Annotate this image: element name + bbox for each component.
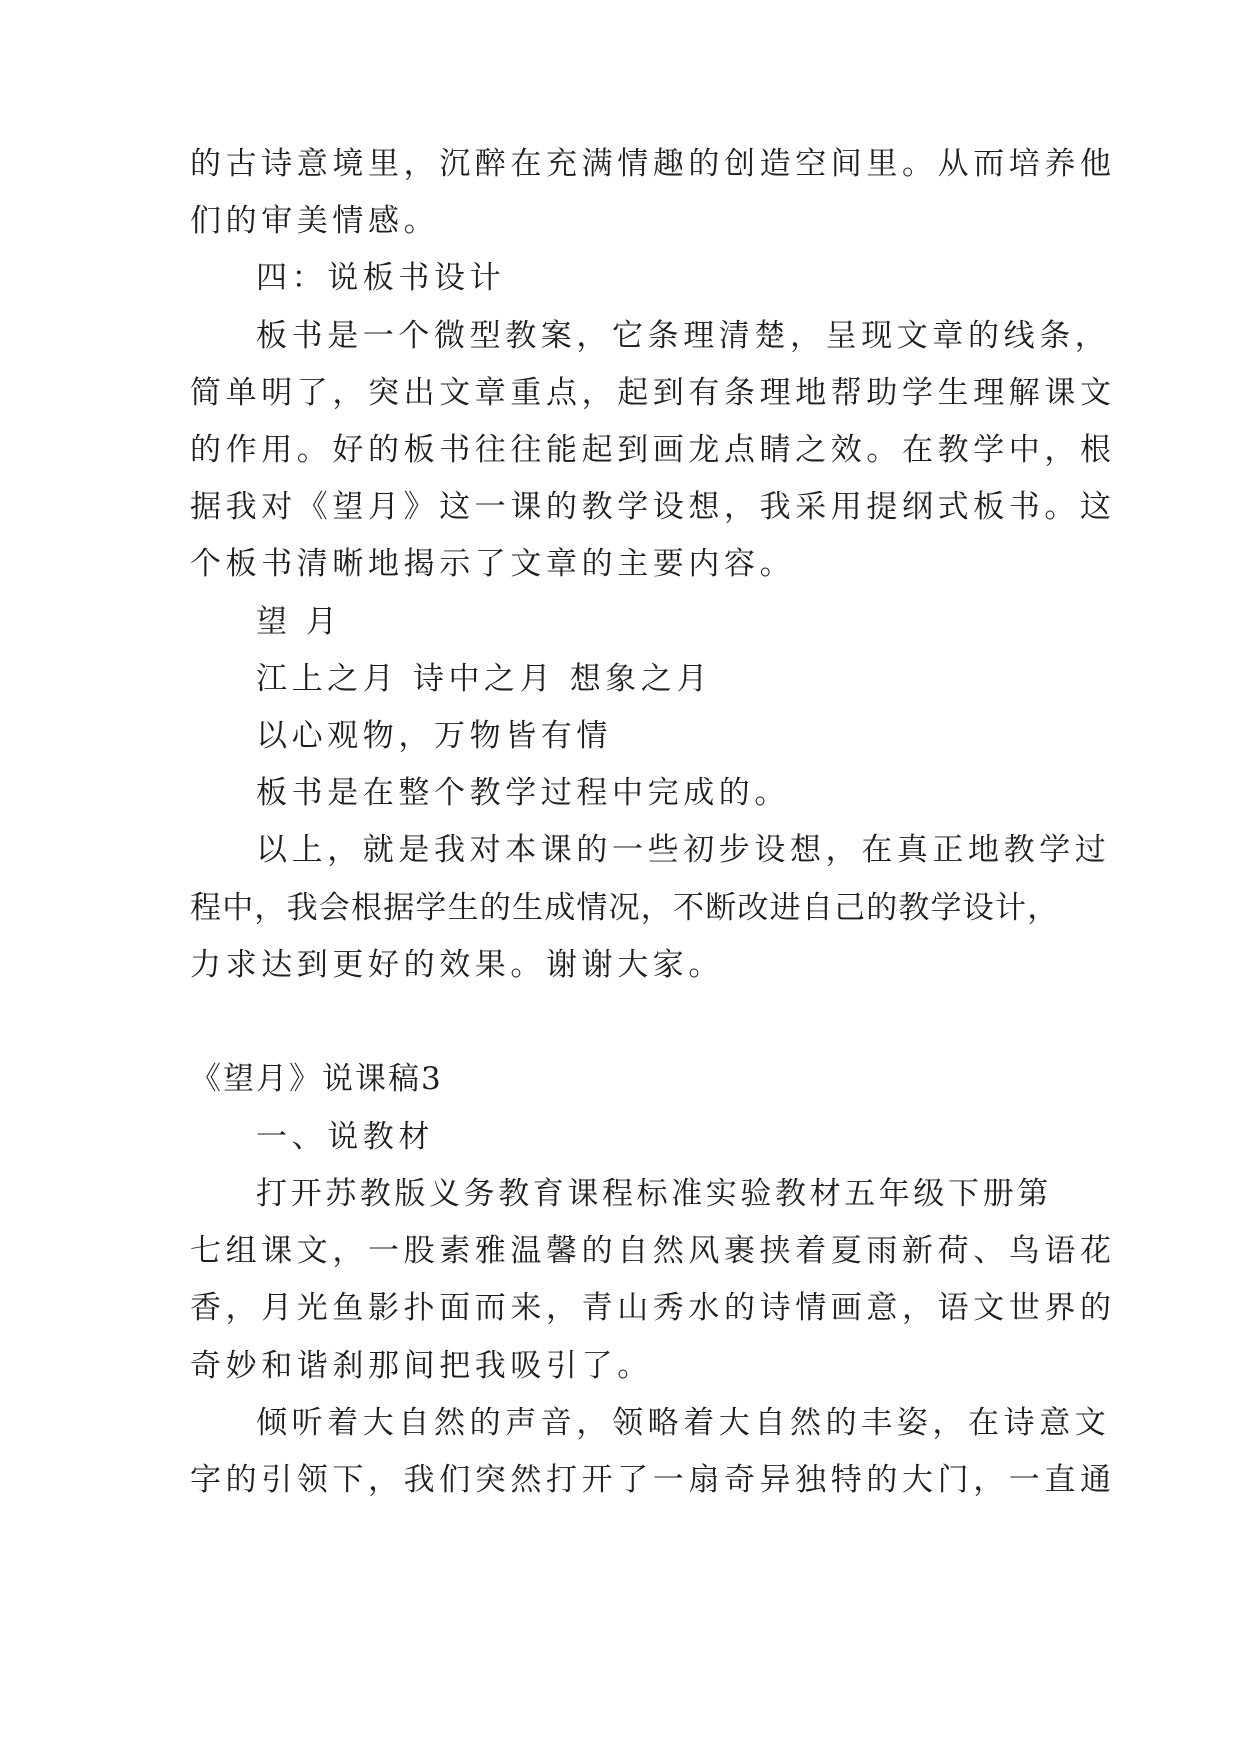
text-line: 香，月光鱼影扑面而来，青山秀水的诗情画意，语文世界的 xyxy=(190,1290,1116,1326)
text-line: 奇妙和谐刹那间把我吸引了。 xyxy=(190,1348,653,1384)
text-line: 个板书清晰地揭示了文章的主要内容。 xyxy=(190,546,796,582)
text-line: 字的引领下，我们突然打开了一扇奇异独特的大门，一直通 xyxy=(190,1462,1116,1498)
paragraph-line: 倾听着大自然的声音，领略着大自然的丰姿，在诗意文 xyxy=(256,1405,1111,1441)
paragraph-line: 板书是一个微型教案，它条理清楚，呈现文章的线条， xyxy=(256,318,1111,354)
text-line: 的作用。好的板书往往能起到画龙点睛之效。在教学中，根 xyxy=(190,432,1116,468)
text-line: 程中，我会根据学生的生成情况，不断改进自己的教学设计， xyxy=(190,890,1060,926)
section-heading: 四：说板书设计 xyxy=(256,260,506,296)
board-title: 望 月 xyxy=(256,604,342,640)
paragraph-line: 板书是在整个教学过程中完成的。 xyxy=(256,775,790,811)
board-line: 以心观物，万物皆有情 xyxy=(256,718,612,754)
text-line: 们的审美情感。 xyxy=(190,203,440,239)
board-line: 江上之月 诗中之月 想象之月 xyxy=(256,661,713,697)
text-line: 力求达到更好的效果。谢谢大家。 xyxy=(190,947,724,983)
text-line: 简单明了，突出文章重点，起到有条理地帮助学生理解课文 xyxy=(190,375,1116,411)
text-line: 七组课文，一股素雅温馨的自然风裹挟着夏雨新荷、鸟语花 xyxy=(190,1233,1116,1269)
paragraph-line: 以上，就是我对本课的一些初步设想，在真正地教学过 xyxy=(256,832,1111,868)
paragraph-line: 打开苏教版义务教育课程标准实验教材五年级下册第 xyxy=(256,1176,1052,1212)
section-heading: 一、说教材 xyxy=(256,1119,434,1155)
text-line: 据我对《望月》这一课的教学设想，我采用提纲式板书。这 xyxy=(190,489,1116,525)
text-line: 的古诗意境里，沉醉在充满情趣的创造空间里。从而培养他 xyxy=(190,146,1116,182)
document-title: 《望月》说课稿3 xyxy=(190,1061,443,1097)
